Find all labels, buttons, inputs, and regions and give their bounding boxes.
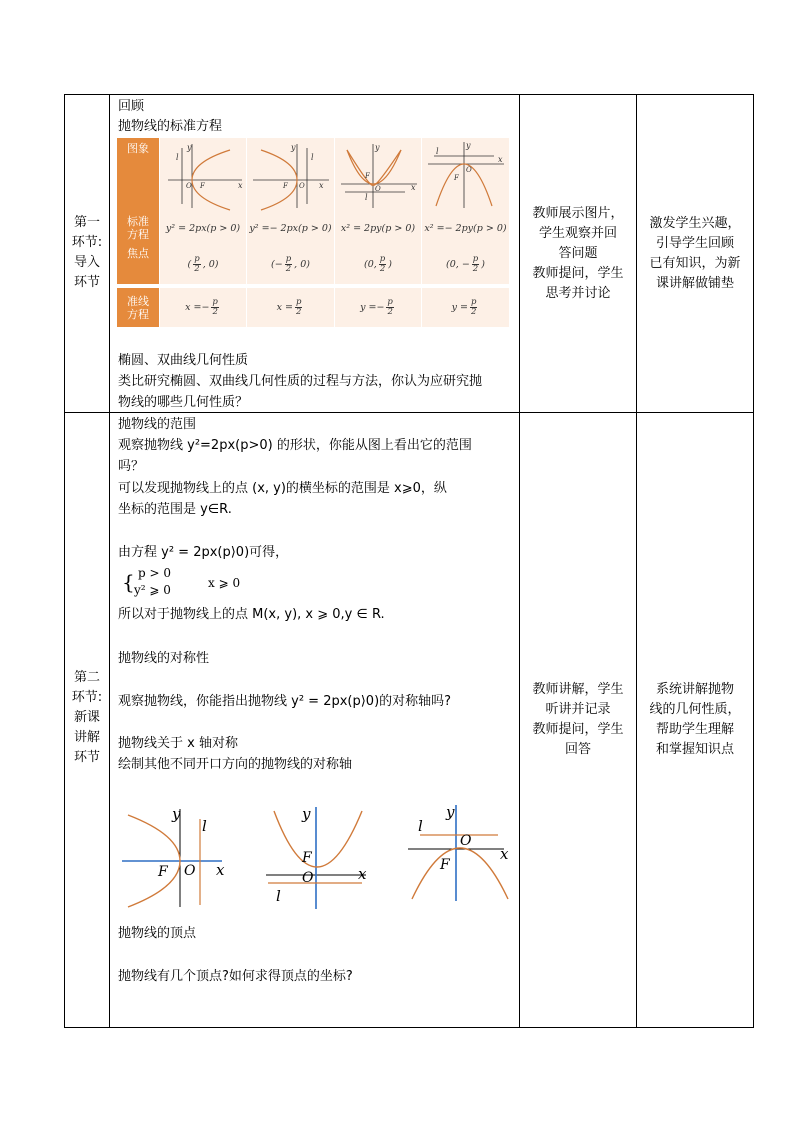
range-answer-line1: 可以发现抛物线上的点 (x, y)的横坐标的范围是 x⩾0，纵 xyxy=(118,481,447,496)
focus-suffix: ) xyxy=(481,258,485,270)
fraction xyxy=(472,255,479,274)
svg-text:x: x xyxy=(216,861,225,879)
vertex-heading: 抛物线的顶点 xyxy=(118,926,197,941)
fraction xyxy=(285,255,292,274)
graph-cell xyxy=(334,138,421,212)
label-text: 标准 方程 xyxy=(127,215,149,241)
svg-text:l: l xyxy=(202,817,207,835)
equation-cell: x² = 2py(p > 0) xyxy=(334,212,421,244)
teacher-line: 回答 xyxy=(564,742,591,757)
svg-text:x: x xyxy=(411,183,416,192)
graph-up-opening xyxy=(335,138,421,212)
equation-cell: y² =− 2px(p > 0) xyxy=(246,212,334,244)
graph-down-opening xyxy=(422,138,509,212)
row-label-equation xyxy=(117,212,159,244)
range-answer-line2: 坐标的范围是 y∈R. xyxy=(118,502,232,517)
standard-eq-heading: 抛物线的标准方程 xyxy=(118,119,223,134)
numerator: p xyxy=(285,253,292,264)
purpose-cell-2 xyxy=(637,680,753,760)
denominator: 2 xyxy=(472,263,479,274)
range-conclusion: 所以对于抛物线上的点 M(x, y), x ⩾ 0,y ∈ R. xyxy=(118,607,385,622)
parabola-formula-table xyxy=(117,138,509,327)
directrix-prefix: y = xyxy=(451,302,468,313)
svg-text:F: F xyxy=(440,857,450,873)
parabola-right-figure xyxy=(406,803,514,903)
svg-text:y: y xyxy=(446,803,455,821)
parabola-middle-figure xyxy=(262,803,374,911)
numerator: p xyxy=(212,297,218,307)
table-border-top xyxy=(64,94,754,95)
focus-cell xyxy=(334,244,421,284)
directrix-cell xyxy=(159,288,246,327)
symmetry-question: 观察抛物线，你能指出抛物线 y² = 2px(p⟩0)的对称轴吗? xyxy=(118,694,452,709)
range-heading: 抛物线的范围 xyxy=(118,417,197,432)
svg-text:l: l xyxy=(436,147,439,156)
graph-cell xyxy=(421,138,509,212)
svg-text:y: y xyxy=(291,143,296,152)
system-top: p > 0 xyxy=(138,566,171,580)
svg-text:x: x xyxy=(319,181,324,190)
directrix-prefix: x =− xyxy=(185,302,210,313)
focus-suffix: , 0) xyxy=(294,258,310,270)
stage-line: 导入 xyxy=(73,255,100,270)
svg-text:O: O xyxy=(375,185,381,193)
svg-text:y: y xyxy=(375,143,380,152)
directrix-prefix: x = xyxy=(276,302,293,313)
range-question-line1: 观察抛物线 y²=2px(p>0) 的形状，你能从图上看出它的范围 xyxy=(118,438,472,453)
range-question-line2: 吗？ xyxy=(118,459,145,474)
brace: { xyxy=(122,570,135,594)
table-border-right xyxy=(753,94,754,1028)
svg-text:y: y xyxy=(302,805,311,823)
svg-text:l: l xyxy=(176,153,179,162)
equation-cell: x² =− 2py(p > 0) xyxy=(421,212,509,244)
fraction xyxy=(379,255,386,274)
svg-text:F: F xyxy=(454,174,459,182)
purpose-cell-1 xyxy=(637,214,753,294)
table-col-divider-1 xyxy=(109,94,110,1028)
stage-line: 第二 xyxy=(73,670,100,685)
denominator: 2 xyxy=(470,307,477,317)
symmetry-heading: 抛物线的对称性 xyxy=(118,651,210,666)
equation-row xyxy=(117,212,509,244)
svg-text:l: l xyxy=(311,153,314,162)
review-heading: 回顾 xyxy=(118,99,145,114)
table-row-divider xyxy=(64,412,754,413)
teacher-line: 教师展示图片， xyxy=(532,206,624,221)
table-border-bottom xyxy=(64,1027,754,1028)
stage-line: 环节 xyxy=(73,275,100,290)
teacher-line: 答问题 xyxy=(558,246,598,261)
symmetry-answer: 抛物线关于 x 轴对称 xyxy=(118,736,238,751)
svg-text:l: l xyxy=(418,817,423,835)
purpose-line: 和掌握知识点 xyxy=(655,742,734,757)
svg-text:F: F xyxy=(283,182,288,190)
label-text: 准线 方程 xyxy=(127,294,149,321)
purpose-line: 帮助学生理解 xyxy=(655,722,734,737)
svg-text:l: l xyxy=(365,193,368,202)
fraction xyxy=(470,298,477,317)
directrix-prefix: y =− xyxy=(360,302,385,313)
teacher-line: 教师提问，学生 xyxy=(532,722,624,737)
svg-text:F: F xyxy=(158,864,168,880)
numerator: p xyxy=(470,297,477,307)
label-text: 图象 xyxy=(127,142,149,155)
denominator: 2 xyxy=(212,307,218,317)
numerator: p xyxy=(379,253,386,264)
teacher-cell-2 xyxy=(520,680,636,760)
denominator: 2 xyxy=(285,263,292,274)
analogy-question-line2: 物线的哪些几何性质？ xyxy=(118,395,249,410)
denominator: 2 xyxy=(379,263,386,274)
stage-line: 环节: xyxy=(71,690,103,705)
svg-text:y: y xyxy=(172,805,181,823)
stage-line: 新课 xyxy=(73,710,100,725)
focus-cell xyxy=(421,244,509,284)
svg-text:y: y xyxy=(187,143,192,152)
svg-text:O: O xyxy=(186,182,192,190)
teacher-line: 教师讲解，学生 xyxy=(532,682,624,697)
purpose-line: 线的几何性质， xyxy=(649,702,741,717)
focus-prefix: (− xyxy=(271,258,283,270)
fraction xyxy=(386,298,393,317)
svg-text:y: y xyxy=(466,141,471,150)
row-label-focus xyxy=(117,244,159,284)
symmetry-task: 绘制其他不同开口方向的抛物线的对称轴 xyxy=(118,757,353,772)
svg-text:l: l xyxy=(276,887,281,905)
svg-text:F: F xyxy=(365,172,370,180)
graph-right-opening xyxy=(160,138,246,212)
svg-text:F: F xyxy=(200,182,205,190)
svg-text:O: O xyxy=(299,182,305,190)
vertex-question: 抛物线有几个顶点?如何求得顶点的坐标? xyxy=(118,969,353,984)
teacher-cell-1 xyxy=(520,204,636,304)
stage-line: 环节: xyxy=(71,235,103,250)
svg-text:O: O xyxy=(302,870,314,886)
label-text: 焦点 xyxy=(127,247,149,260)
purpose-line: 系统讲解抛物 xyxy=(655,682,734,697)
svg-text:O: O xyxy=(460,833,472,849)
directrix-row xyxy=(117,288,509,327)
stage-line: 讲解 xyxy=(73,730,100,745)
svg-text:F: F xyxy=(302,850,312,866)
graph-left-opening xyxy=(247,138,334,212)
graph-cell xyxy=(246,138,334,212)
svg-text:x: x xyxy=(358,865,367,883)
teacher-line: 教师提问，学生 xyxy=(532,266,624,281)
ellipse-hyperbola-heading: 椭圆、双曲线几何性质 xyxy=(118,353,249,368)
focus-prefix: ( xyxy=(187,258,192,270)
teacher-line: 学生观察并回 xyxy=(538,226,617,241)
directrix-cell xyxy=(421,288,509,327)
fraction xyxy=(211,298,218,317)
system-result: x ⩾ 0 xyxy=(208,576,241,590)
fraction xyxy=(193,255,200,274)
numerator: p xyxy=(472,253,479,264)
focus-prefix: (0, − xyxy=(446,258,470,270)
directrix-cell xyxy=(246,288,334,327)
analogy-question-line1: 类比研究椭圆、双曲线几何性质的过程与方法，你认为应研究抛 xyxy=(118,374,483,389)
focus-prefix: (0, xyxy=(364,258,377,270)
stage-cell-1 xyxy=(65,213,109,293)
derive-line: 由方程 y² = 2px(p⟩0)可得， xyxy=(118,545,289,560)
focus-suffix: ) xyxy=(388,258,392,270)
system-bottom: y² ⩾ 0 xyxy=(134,583,171,597)
numerator: p xyxy=(387,297,393,307)
denominator: 2 xyxy=(387,307,393,317)
focus-cell xyxy=(246,244,334,284)
focus-suffix: , 0) xyxy=(202,258,219,270)
denominator: 2 xyxy=(194,263,200,274)
directrix-cell xyxy=(334,288,421,327)
inequality-system xyxy=(122,566,272,602)
row-label-directrix xyxy=(117,288,159,327)
numerator: p xyxy=(194,253,200,264)
stage-line: 环节 xyxy=(73,750,100,765)
equation-cell: y² = 2px(p > 0) xyxy=(159,212,246,244)
graph-cell xyxy=(159,138,246,212)
focus-row xyxy=(117,244,509,284)
denominator: 2 xyxy=(295,307,302,317)
row-label-graph xyxy=(117,138,159,212)
teacher-line: 听讲并记录 xyxy=(545,702,611,717)
svg-text:x: x xyxy=(238,181,243,190)
stage-line: 第一 xyxy=(73,215,100,230)
numerator: p xyxy=(295,297,302,307)
focus-cell xyxy=(159,244,246,284)
svg-text:x: x xyxy=(500,845,509,863)
svg-text:O: O xyxy=(466,166,472,174)
fraction xyxy=(295,298,302,317)
purpose-line: 已有知识，为新 xyxy=(649,256,741,271)
svg-text:x: x xyxy=(498,155,503,164)
svg-text:O: O xyxy=(184,863,196,879)
purpose-line: 激发学生兴趣， xyxy=(649,216,741,231)
purpose-line: 引导学生回顾 xyxy=(655,236,734,251)
parabola-left-figure xyxy=(118,803,238,908)
stage-cell-2 xyxy=(65,668,109,768)
graph-row xyxy=(117,138,509,212)
purpose-line: 课讲解做铺垫 xyxy=(655,276,734,291)
teacher-line: 思考并讨论 xyxy=(545,286,611,301)
